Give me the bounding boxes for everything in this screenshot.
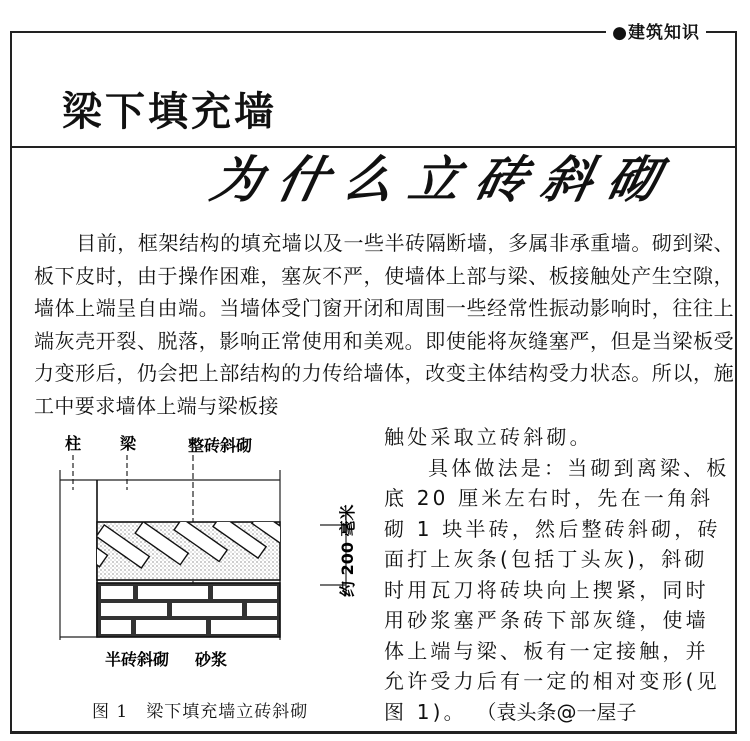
paragraph-2-text: 具体做法是：当砌到离梁、板底 20 厘米左右时，先在一角斜砌 1 块半砖，然后整砖斜砌，砖面打上灰条(包括丁头灰)，斜砌时用瓦刀将砖块向上揳紧，同时用砂浆塞严条砖下部灰缝，使墙体上端与梁、板有一定接触，并允许受力后有一定的相对变形(见图 1)。 bbox=[384, 455, 730, 724]
paragraph-1 bbox=[34, 227, 734, 422]
figure-diagram bbox=[40, 425, 370, 685]
label-full-brick-diagonal: 整砖斜砌 bbox=[188, 436, 253, 455]
label-half-brick-diagonal: 半砖斜砌 bbox=[105, 650, 170, 669]
figure-caption: 图 1 梁下填充墙立砖斜砌 bbox=[92, 702, 309, 722]
wall bbox=[75, 425, 344, 673]
article-subtitle: 为什么立砖斜砌 bbox=[205, 151, 681, 209]
section-tag: ●建筑知识 bbox=[606, 18, 706, 43]
paragraph-1-text: 目前，框架结构的填充墙以及一些半砖隔断墙，多属非承重墙。砌到梁、板下皮时，由于操作困难，塞灰不严，使墙体上部与梁、板接触处产生空隙，墙体上端呈自由端。当墙体受门窗开闭和周围一些经常性振动影响时，往往上端灰壳开裂、脱落，影响正常使用和美观。即使能将灰缝塞严，但是当梁板受力变形后，仍会把上部结构的力传给墙体，改变主体结构受力状态。所以，施工中要求墙体上端与梁板接 bbox=[34, 231, 734, 418]
label-beam: 梁 bbox=[120, 434, 137, 453]
paragraph-2 bbox=[384, 453, 730, 728]
label-dimension: 约 200 毫米 bbox=[338, 504, 357, 597]
article-title: 梁下填充墙 bbox=[62, 89, 277, 135]
label-mortar: 砂浆 bbox=[195, 650, 228, 669]
author-signature: （袁头条@一屋子 bbox=[476, 699, 637, 724]
paragraph-1-end: 触处采取立砖斜砌。 bbox=[384, 425, 593, 449]
right-column bbox=[384, 422, 730, 727]
label-column: 柱 bbox=[65, 434, 82, 453]
title-divider bbox=[12, 146, 736, 148]
